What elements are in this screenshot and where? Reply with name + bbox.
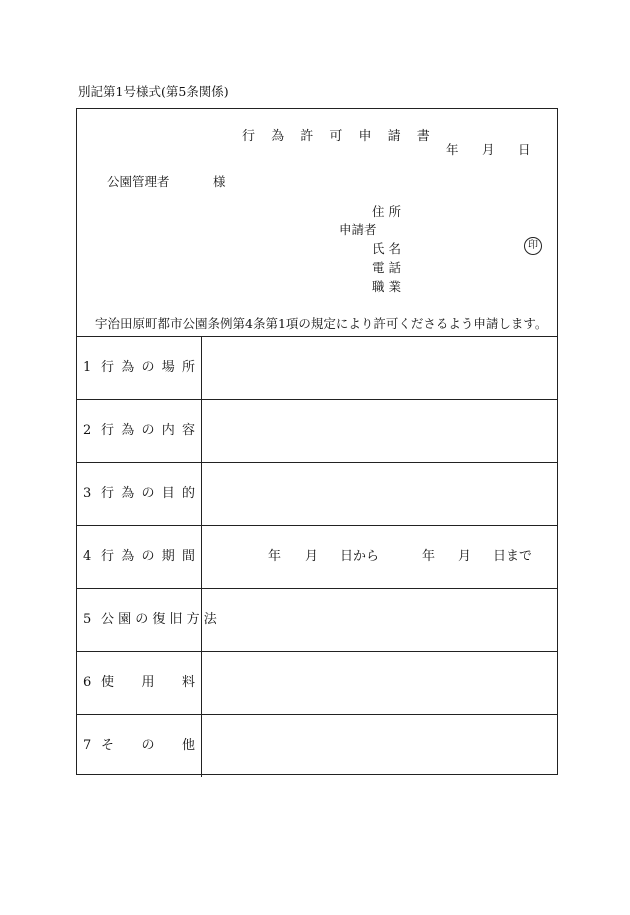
item-value-location[interactable] (202, 337, 557, 399)
item-number: 4 (83, 549, 92, 564)
item-row-other (77, 715, 557, 777)
period-start-day: 日から (340, 549, 380, 564)
address-label: 住 所 (372, 204, 401, 219)
item-number: 1 (83, 360, 92, 375)
item-row-location (77, 337, 557, 400)
period-end-month: 月 (458, 549, 472, 564)
item-label-cell (77, 463, 202, 525)
item-label-cell (77, 400, 202, 462)
seal-mark: 印 (524, 237, 542, 255)
item-number: 5 (83, 612, 92, 627)
item-row-fee (77, 652, 557, 715)
item-label-cell (77, 652, 202, 714)
form-header (77, 109, 557, 337)
form-caption: 別記第1号様式(第5条関係) (78, 84, 229, 99)
date-year: 年 (446, 142, 459, 157)
phone-label: 電 話 (372, 260, 401, 275)
item-value-fee[interactable] (202, 652, 557, 714)
item-value-other[interactable] (202, 715, 557, 777)
form-title: 行 為 許 可 申 請 書 (242, 129, 436, 144)
item-number: 3 (83, 486, 92, 501)
occupation-label: 職 業 (372, 279, 401, 294)
item-label: 公 園 の 復 旧 方 法 (101, 612, 217, 627)
item-label-cell (77, 337, 202, 399)
application-form (76, 108, 558, 775)
date-month: 月 (482, 142, 495, 157)
item-value-restoration[interactable] (202, 589, 557, 651)
item-number: 7 (83, 738, 92, 753)
item-label: そ の 他 (101, 738, 195, 753)
period-end-year: 年 (422, 549, 436, 564)
period-start-year: 年 (268, 549, 282, 564)
item-label: 使 用 料 (101, 675, 195, 690)
date-day: 日 (518, 142, 531, 157)
applicant-label: 申請者 (339, 222, 377, 237)
item-label: 行 為 の 目 的 (101, 486, 195, 501)
item-label: 行 為 の 内 容 (101, 423, 195, 438)
application-statement: 宇治田原町都市公園条例第4条第1項の規定により許可くださるよう申請します。 (95, 316, 548, 331)
item-number: 6 (83, 675, 92, 690)
item-row-period (77, 526, 557, 589)
item-value-purpose[interactable] (202, 463, 557, 525)
item-value-content[interactable] (202, 400, 557, 462)
name-label: 氏 名 (372, 241, 401, 256)
item-number: 2 (83, 423, 92, 438)
item-row-content (77, 400, 557, 463)
item-row-restoration (77, 589, 557, 652)
item-label-cell (77, 589, 217, 651)
item-label-cell (77, 526, 202, 588)
period-end-day: 日まで (493, 549, 533, 564)
addressee: 公園管理者 (107, 174, 170, 189)
item-value-period[interactable] (202, 526, 557, 588)
item-label: 行 為 の 場 所 (101, 360, 195, 375)
item-row-purpose (77, 463, 557, 526)
period-start-month: 月 (305, 549, 319, 564)
honorific: 様 (213, 174, 226, 189)
item-label: 行 為 の 期 間 (101, 549, 195, 564)
item-label-cell (77, 715, 202, 777)
